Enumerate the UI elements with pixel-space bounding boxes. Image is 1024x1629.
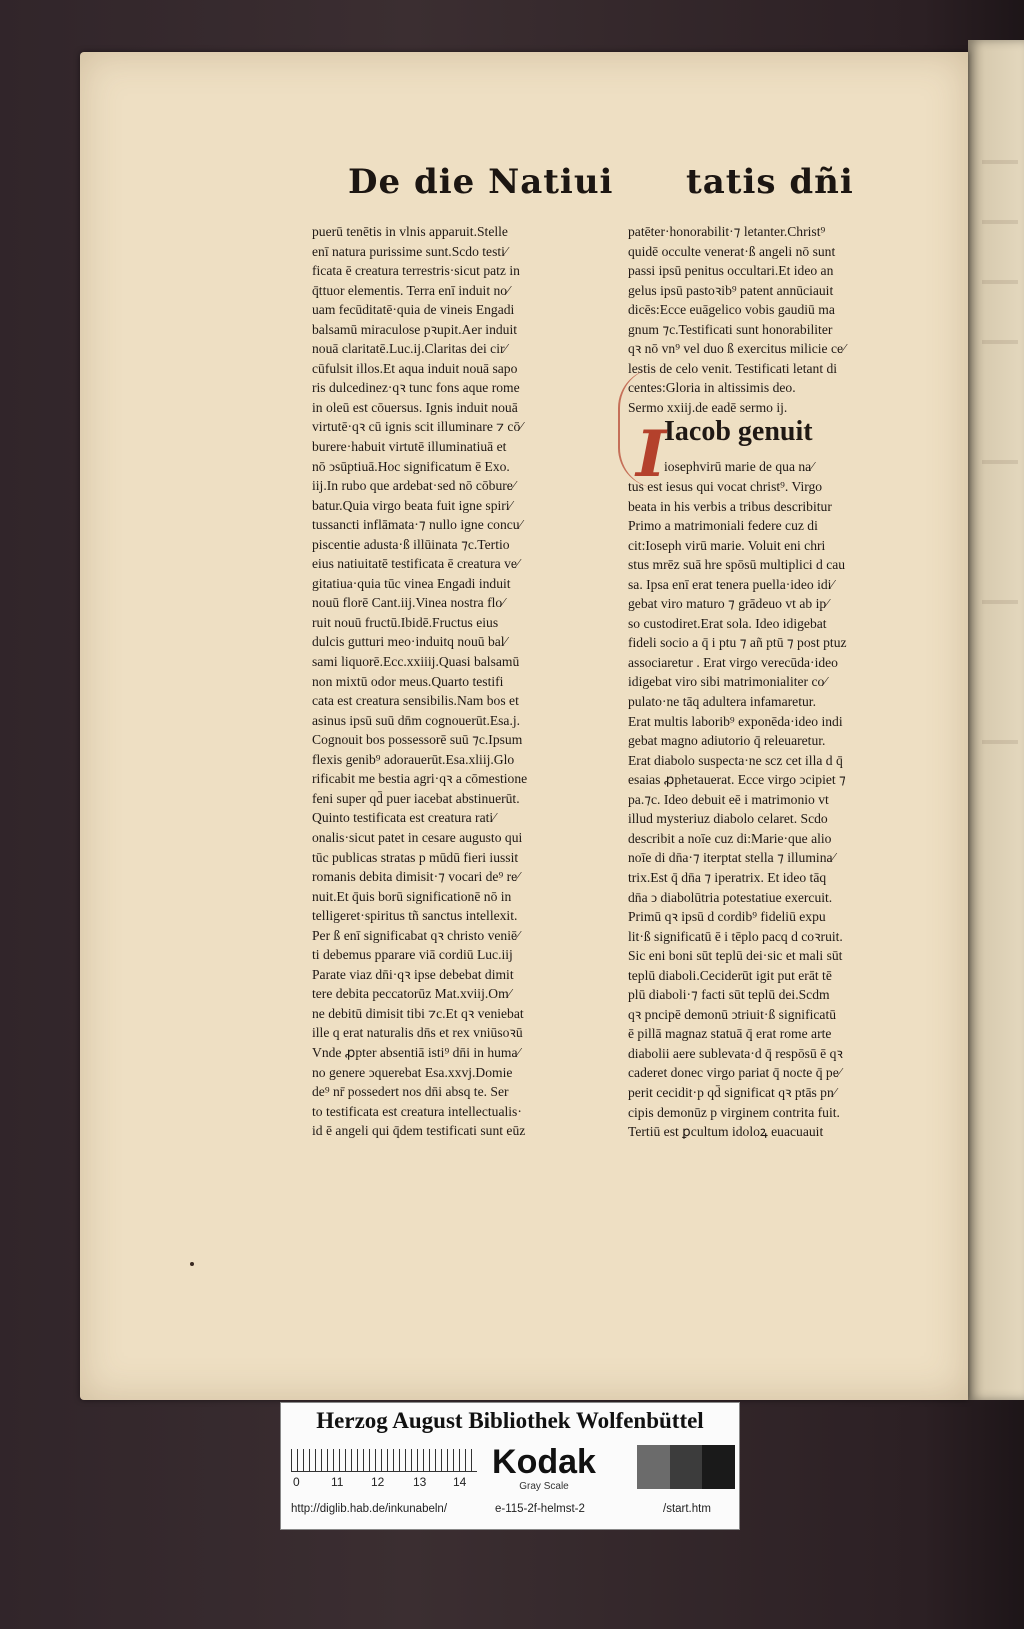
text-line: lit·ß significatū ē i tēplo pacq d coꝛruit. (628, 928, 843, 944)
text-line: qꝛ pncipē demonū ↄtriuit·ß significatū (628, 1006, 837, 1022)
text-line: feni super qd̄ puer iacebat abstinuerūt. (312, 790, 520, 806)
text-line: Erat multis laborib⁹ exponēda·ideo indi (628, 713, 843, 729)
text-line: de⁹ nr̄ possedert nos dn̄i absq te. Ser (312, 1084, 509, 1100)
text-line: gebat magno adiutorio q̄ releuaretur. (628, 733, 826, 749)
text-line: Parate viaz dn̄i·qꝛ ipse debebat dimit (312, 966, 514, 982)
text-line: iij.In rubo que ardebat·sed nō cōbure⁄ (312, 478, 516, 494)
measurement-ruler (291, 1449, 477, 1472)
ghost-text-line (982, 600, 1018, 604)
text-line: gnum ⁊c.Testificati sunt honorabiliter (628, 321, 833, 337)
text-line: trix.Est q̄ dn̄a ⁊ iperatrix. Et ideo tāq (628, 869, 827, 885)
ruler-number: 11 (331, 1475, 344, 1489)
text-line: so custodiret.Erat sola. Ideo idigebat (628, 615, 827, 631)
text-line: esaias ꝓphetauerat. Ecce virgo ↄcipiet ⁊ (628, 772, 846, 788)
text-line: pulato·ne tāq adultera infamaretur. (628, 694, 816, 710)
text-line: in oleū est cōuersus. Ignis induit nouā (312, 399, 518, 415)
text-line: Iacob genuit (664, 417, 813, 448)
text-line: Quinto testificata est creatura rati⁄ (312, 810, 496, 826)
text-line: gitatiua·quia tūc vinea Engadi induit (312, 575, 511, 591)
text-line: describit a noīe cuz di:Marie·que alio (628, 830, 832, 846)
text-line: nouā claritatē.Luc.ij.Claritas dei cir⁄ (312, 341, 507, 357)
running-head-left: De die Natiui (348, 162, 614, 202)
text-line: cipis demonūz p virginem contrita fuit. (628, 1104, 840, 1120)
text-line: id ē angeli qui q̄dem testificati sunt eūz (312, 1123, 526, 1139)
library-name: Herzog August Bibliothek Wolfenbüttel (316, 1408, 704, 1433)
text-line: fideli socio a q̄ i ptu ⁊ añ ptū ⁊ post ptuz (628, 635, 847, 651)
text-line: associaretur . Erat virgo verecūda·ideo (628, 654, 838, 670)
ghost-text-line (982, 220, 1018, 224)
text-line: piscentie adusta·ß illūinata ⁊c.Tertio (312, 536, 510, 552)
text-line: virtutē·qꝛ cū ignis scit illuminare ⁊ cō⁄ (312, 419, 523, 435)
text-line: ficata ē creatura terrestris·sicut patz in (312, 263, 520, 279)
text-line: burere·habuit virtutē illuminatiuā et (312, 439, 507, 455)
ghost-text-line (982, 740, 1018, 744)
text-line: Erat diabolo suspecta·ne scz cet illa d q̄ (628, 752, 843, 768)
text-line: teplū diaboli.Ceciderūt igit put erāt tē (628, 967, 832, 983)
text-line: no genere ↄquerebat Esa.xxvj.Domie (312, 1064, 513, 1080)
text-line: ruit nouū fructū.Ibidē.Fructus eius (312, 614, 499, 630)
text-line: perit cecidit·p qd̄ significat qꝛ ptās pn⁄ (628, 1084, 837, 1100)
text-line: iosephvirū marie de qua na⁄ (664, 459, 814, 475)
text-line: cūfulsit illos.Et aqua induit nouā sapo (312, 360, 518, 376)
text-line: q̄ttuor elementis. Terra enī induit no⁄ (312, 282, 510, 298)
text-line: telligeret·spiritus tñ sanctus intellexit. (312, 908, 518, 924)
text-line: idigebat viro sibi matrimonialiter co⁄ (628, 674, 827, 690)
text-line: plū diaboli·⁊ facti sūt teplū dei.Scdm (628, 987, 830, 1003)
text-line: noīe di dn̄a·⁊ iterptat stella ⁊ illumina⁄ (628, 850, 835, 866)
ghost-text-line (982, 340, 1018, 344)
text-line: eius natiuitatē testificata ē creatura ve⁄ (312, 556, 520, 572)
text-line: balsamū miraculose pꝛupit.Aer induit (312, 321, 518, 337)
gray-swatch (702, 1445, 735, 1489)
adjacent-page-edge (968, 40, 1024, 1400)
text-line: tūc publicas stratas p mūdū fieri iussit (312, 849, 519, 865)
text-column-left (312, 222, 594, 1141)
text-line: uam fecūditatē·quia de vineis Engadi (312, 302, 515, 318)
text-line: dn̄a ↄ diabolūtria potestatiue exercuit. (628, 889, 833, 905)
text-line: nō ↄsūptiuā.Hoc significatum ē Exo. (312, 458, 510, 474)
text-column-right (628, 222, 910, 1142)
running-head-right: tatis dñi (686, 162, 854, 202)
text-line: to testificata est creatura intellectualis· (312, 1103, 522, 1119)
text-line: stus mrēz suā hre spōsū multiplici d cau (628, 557, 846, 573)
text-line: tere debita peccatorūz Mat.xviij.Om⁄ (312, 986, 511, 1002)
text-line: ē pillā magnaz statuā q̄ erat rome arte (628, 1026, 832, 1042)
ruler-number: 0 (293, 1475, 300, 1489)
text-line: Sermo xxiij.de eadē sermo ij. (628, 399, 788, 415)
kodak-logo: Kodak (492, 1443, 596, 1481)
text-line: nouū florē Cant.iij.Vinea nostra flo⁄ (312, 595, 505, 611)
text-line: gelus ipsū pastoꝛib⁹ patent annūciauit (628, 282, 834, 298)
text-line: Cognouit bos possessorē suū ⁊c.Ipsum (312, 732, 523, 748)
text-line: lestis de celo venit. Testificati letant di (628, 360, 838, 376)
text-line: dulcis gutturi meo·induitq nouū bal⁄ (312, 634, 507, 650)
url-id[interactable]: e-115-2f-helmst-2 (495, 1503, 585, 1515)
text-line: patēter·honorabilit·⁊ letanter.Christ⁹ (628, 224, 826, 239)
text-line: illud mysteriuz diabolo celaret. Scdo (628, 811, 828, 827)
text-line: sa. Ipsa enī erat tenera puella·ideo idi⁄ (628, 576, 834, 592)
ghost-text-line (982, 280, 1018, 284)
gray-swatch (670, 1445, 703, 1489)
text-line: beata in his verbis a tribus describitur (628, 498, 832, 514)
text-line: Primū qꝛ ipsū d cordib⁹ fideliū expu (628, 909, 826, 925)
text-line: gebat viro maturo ⁊ grādeuo vt ab ip⁄ (628, 596, 829, 612)
text-line: nuit.Et q̄uis borū significationē nō in (312, 888, 512, 904)
text-line: enī natura purissime sunt.Scdo testi⁄ (312, 243, 508, 259)
text-line: centes:Gloria in altissimis deo. (628, 380, 796, 396)
text-line: rificabit me bestia agri·qꝛ a cōmestione (312, 771, 528, 787)
library-label-card (280, 1402, 740, 1530)
gray-swatch (637, 1445, 670, 1489)
text-line: ille q erat naturalis dn̄s et rex vniūsoꝛū (312, 1025, 523, 1041)
text-line: onalis·sicut patet in cesare augusto qui (312, 829, 523, 845)
ruler-number: 13 (413, 1475, 427, 1489)
text-line: batur.Quia virgo beata fuit igne spiri⁄ (312, 497, 512, 513)
text-line: ti debemus pparare viā cordiū Luc.iij (312, 947, 513, 963)
text-line: caderet donec virgo pariat q̄ nocte q̄ pe⁄ (628, 1065, 842, 1081)
text-line: tussancti inflāmata·⁊ nullo igne concu⁄ (312, 517, 522, 533)
text-line: cata est creatura sensibilis.Nam bos et (312, 693, 519, 709)
text-line: Sic eni boni sūt teplū dei·sic et mali sūt (628, 948, 843, 964)
text-line: Per ß enī significabat qꝛ christo veniē⁄ (312, 927, 520, 943)
text-line: sami liquorē.Ecc.xxiiij.Quasi balsamū (312, 654, 520, 670)
text-line: tus est iesus qui vocat christ⁹. Virgo (628, 479, 823, 495)
url-base[interactable]: http://diglib.hab.de/inkunabeln/ (291, 1503, 448, 1515)
ruler-number: 14 (453, 1475, 467, 1489)
text-line: diabolii aere sublevata·d q̄ respōsū ē qꝛ (628, 1045, 843, 1061)
text-line: qꝛ nō vn⁹ vel duo ß exercitus milicie ce⁄ (628, 341, 846, 357)
text-line: Vnde ꝓpter absentiā isti⁹ dn̄i in huma⁄ (312, 1044, 520, 1060)
text-line: asinus ipsū suū dn̄m cognouerūt.Esa.j. (312, 712, 521, 728)
text-line: pa.⁊c. Ideo debuit eē i matrimonio vt (628, 791, 829, 807)
source-url (291, 1503, 731, 1521)
gray-scale-label: Gray Scale (519, 1481, 569, 1492)
text-line: Primo a matrimoniali federe cuz di (628, 518, 818, 534)
url-end[interactable]: /start.htm (663, 1503, 711, 1515)
text-line: Tertiū est ꝑcultum idoloꝝ euacuauit (628, 1124, 824, 1140)
gray-scale-swatches (637, 1445, 735, 1489)
text-line: non mixtū odor meus.Quarto testifi (312, 673, 504, 689)
text-line: romanis debita dimisit·⁊ vocari de⁹ re⁄ (312, 869, 520, 885)
ghost-text-line (982, 460, 1018, 464)
text-line: flexis genib⁹ adorauerūt.Esa.xliij.Glo (312, 751, 515, 767)
ink-speck (190, 1262, 194, 1266)
text-line: ne debitū dimisit tibi ⁊c.Et qꝛ veniebat (312, 1005, 524, 1021)
ruler-number: 12 (371, 1475, 385, 1489)
text-line: ris dulcedinez·qꝛ tunc fons aque rome (312, 380, 520, 396)
text-line: puerū tenētis in vlnis apparuit.Stelle (312, 224, 508, 239)
text-line: quidē occulte venerat·ß angeli nō sunt (628, 243, 836, 259)
ghost-text-line (982, 160, 1018, 164)
text-line: cit:Ioseph virū marie. Voluit eni chri (628, 537, 826, 553)
text-line: passi ipsū penitus occultari.Et ideo an (628, 263, 834, 279)
text-line: dicēs:Ecce euāgelico vobis gaudiū ma (628, 302, 835, 318)
initial-letter: I (636, 417, 666, 492)
